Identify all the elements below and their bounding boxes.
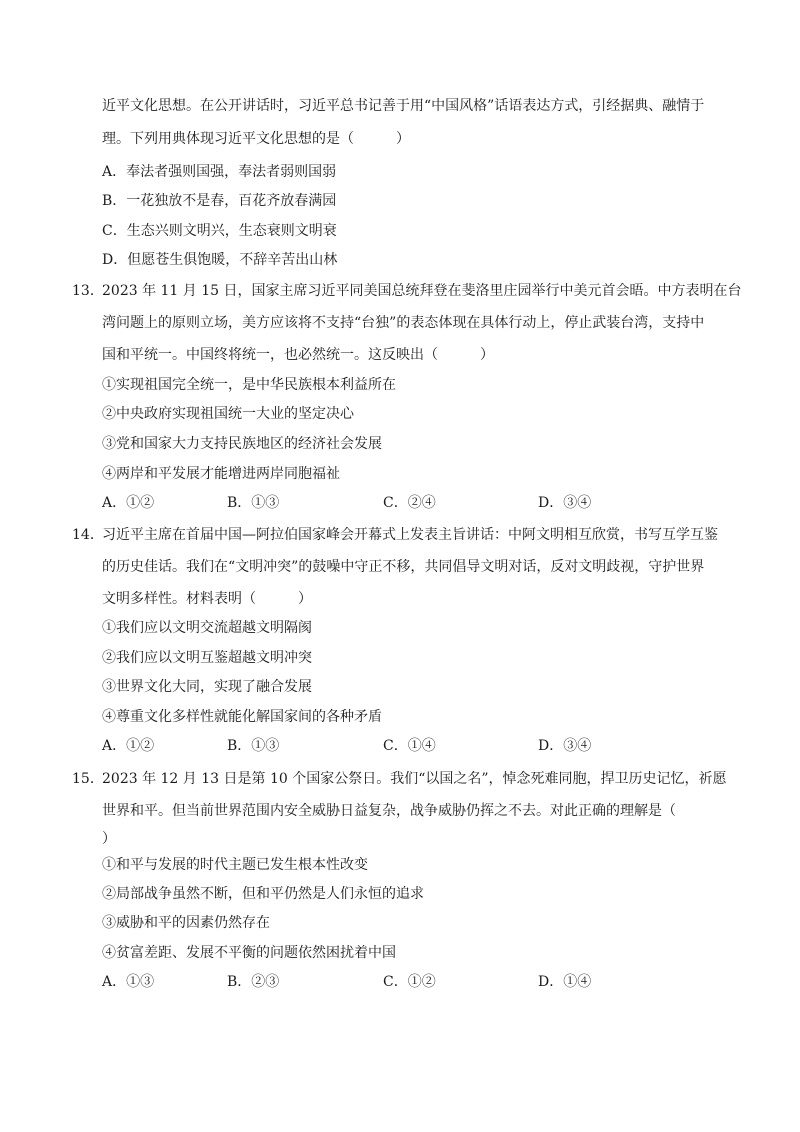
statement-2: ②中央政府实现祖国统一大业的坚定决心 — [102, 406, 354, 422]
statement-1: ①我们应以文明交流超越文明隔阂 — [102, 620, 312, 636]
statement-4: ④两岸和平发展才能增进两岸同胞福祉 — [102, 466, 340, 482]
statement-4: ④尊重文化多样性就能化解国家间的各种矛盾 — [102, 709, 382, 725]
choice-d: D．①④ — [538, 974, 592, 990]
choice-c: C．②④ — [383, 495, 436, 511]
question-stem-line: ） — [102, 831, 116, 847]
statement-3: ③世界文化大同，实现了融合发展 — [102, 679, 312, 695]
question-number: 15． — [72, 771, 104, 787]
question-stem-line: 的历史佳话。我们在“文明冲突”的鼓噪中守正不移，共同倡导文明对话，反对文明歧视，守护世界 — [102, 559, 705, 575]
question-number: 13． — [72, 283, 104, 299]
statement-3: ③党和国家大力支持民族地区的经济社会发展 — [102, 436, 382, 452]
choice-c: C．①④ — [383, 738, 436, 754]
statement-2: ②我们应以文明互鉴超越文明冲突 — [102, 650, 312, 666]
question-stem-line: 国和平统一。中国终将统一，也必然统一。这反映出（ ） — [102, 347, 494, 363]
question-stem-line — [72, 526, 718, 544]
question-stem-line: 湾问题上的原则立场，美方应该将不支持“台独”的表态体现在具体行动上，停止武装台湾，支持中 — [102, 315, 705, 331]
question-number: 14． — [72, 527, 104, 543]
question-stem-line: 世界和平。但当前世界范围内安全威胁日益复杂，战争威胁仍挥之不去。对此正确的理解是（ — [102, 803, 676, 819]
choice-b: B．①③ — [227, 495, 280, 511]
stem-text: 2023 年 12 月 13 日是第 10 个国家公祭日。我们“以国之名”，悼念死难同胞，捍卫历史记忆，祈愿 — [102, 771, 727, 787]
choice-a: A．①② — [102, 495, 155, 511]
question-stem-line — [72, 282, 742, 300]
choice-c: C．①② — [383, 974, 436, 990]
choice-d: D．③④ — [538, 495, 592, 511]
option-b: B．一花独放不是春，百花齐放春满园 — [102, 193, 337, 209]
option-a: A．奉法者强则国强，奉法者弱则国弱 — [102, 164, 337, 180]
option-c: C．生态兴则文明兴，生态衰则文明衰 — [102, 223, 337, 239]
question-stem-line: 文明多样性。材料表明（ ） — [102, 591, 312, 607]
choice-b: B．②③ — [227, 974, 280, 990]
choice-b: B．①③ — [227, 738, 280, 754]
statement-3: ③威胁和平的因素仍然存在 — [102, 915, 270, 931]
question-stem-line: 理。下列用典体现习近平文化思想的是（ ） — [102, 131, 410, 147]
stem-text: 习近平主席在首届中国—阿拉伯国家峰会开幕式上发表主旨讲话：中阿文明相互欣赏，书写互学互鉴 — [102, 527, 718, 543]
statement-1: ①实现祖国完全统一，是中华民族根本利益所在 — [102, 377, 396, 393]
stem-text: 2023 年 11 月 15 日，国家主席习近平同美国总统拜登在斐洛里庄园举行中美元首会晤。中方表明在台 — [102, 283, 742, 299]
question-stem-line: 近平文化思想。在公开讲话时，习近平总书记善于用“中国风格”话语表达方式，引经据典、融情于 — [102, 98, 705, 114]
statement-4: ④贫富差距、发展不平衡的问题依然困扰着中国 — [102, 945, 396, 961]
question-stem-line — [72, 770, 727, 788]
choice-a: A．①② — [102, 738, 155, 754]
statement-1: ①和平与发展的时代主题已发生根本性改变 — [102, 857, 368, 873]
statement-2: ②局部战争虽然不断，但和平仍然是人们永恒的追求 — [102, 886, 424, 902]
option-d: D．但愿苍生俱饱暖，不辞辛苦出山林 — [102, 252, 338, 268]
choice-d: D．③④ — [538, 738, 592, 754]
choice-a: A．①③ — [102, 974, 155, 990]
